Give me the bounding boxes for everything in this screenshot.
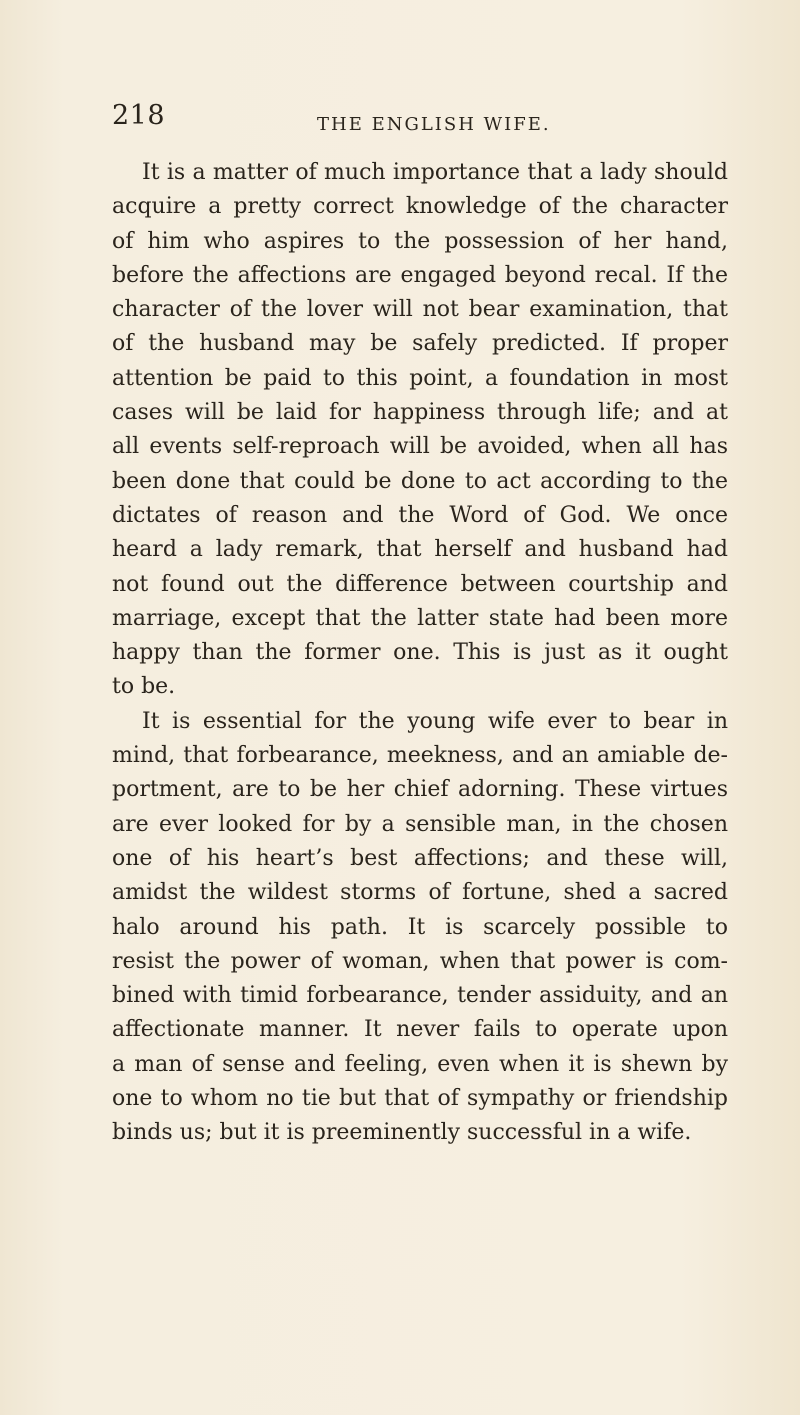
text-line: It is a matter of much importance that a lady should bbox=[142, 160, 728, 185]
page-number: 218 bbox=[112, 100, 166, 131]
text-line: It is essential for the young wife ever to bear in bbox=[142, 708, 728, 734]
text-line: binds us; but it is preeminently successful in a wife. bbox=[112, 1120, 692, 1146]
text-line: heard a lady remark, that herself and husband had bbox=[112, 537, 728, 563]
text-line: amidst the wildest storms of fortune, shed a sacred bbox=[112, 880, 728, 906]
text-line: not found out the difference between courtship and bbox=[112, 571, 728, 597]
text-line: one to whom no tie but that of sympathy or friendship bbox=[112, 1086, 728, 1112]
text-line: all events self-reproach will be avoided, when all has bbox=[112, 434, 728, 460]
text-line: marriage, except that the latter state had been more bbox=[112, 605, 728, 631]
text-line: acquire a pretty correct knowledge of the character bbox=[112, 194, 728, 220]
text-line: character of the lover will not bear examination, that bbox=[112, 297, 728, 323]
text-line: portment, are to be her chief adorning. These virtues bbox=[112, 777, 728, 803]
text-line: to be. bbox=[112, 674, 176, 700]
text-line: cases will be laid for happiness through life; and at bbox=[112, 400, 728, 426]
text-line: are ever looked for by a sensible man, in the chosen bbox=[112, 811, 728, 837]
text-line: attention be paid to this point, a foundation in most bbox=[112, 365, 728, 391]
text-line: one of his heart’s best affections; and these will, bbox=[112, 845, 728, 871]
body-text bbox=[112, 156, 728, 1151]
text-line: of the husband may be safely predicted. If proper bbox=[112, 331, 728, 357]
text-line: affectionate manner. It never fails to operate upon bbox=[112, 1017, 728, 1043]
text-line: dictates of reason and the Word of God. We once bbox=[112, 502, 728, 528]
text-line: of him who aspires to the possession of her hand, bbox=[112, 228, 728, 254]
text-line: been done that could be done to act according to the bbox=[112, 468, 728, 494]
text-line: mind, that forbearance, meekness, and an amiable de- bbox=[112, 743, 728, 769]
running-title: THE ENGLISH WIFE. bbox=[317, 114, 551, 135]
text-line: a man of sense and feeling, even when it is shewn by bbox=[112, 1051, 728, 1077]
text-line: resist the power of woman, when that power is com- bbox=[112, 948, 728, 974]
text-line: halo around his path. It is scarcely possible to bbox=[112, 914, 728, 940]
text-line: bined with timid forbearance, tender assiduity, and an bbox=[112, 983, 728, 1009]
paragraph-1 bbox=[112, 156, 728, 705]
text-line: before the affections are engaged beyond recal. If the bbox=[112, 262, 728, 288]
page-header bbox=[112, 100, 732, 140]
text-line: happy than the former one. This is just as it ought bbox=[112, 640, 728, 666]
paragraph-2 bbox=[112, 705, 728, 1151]
